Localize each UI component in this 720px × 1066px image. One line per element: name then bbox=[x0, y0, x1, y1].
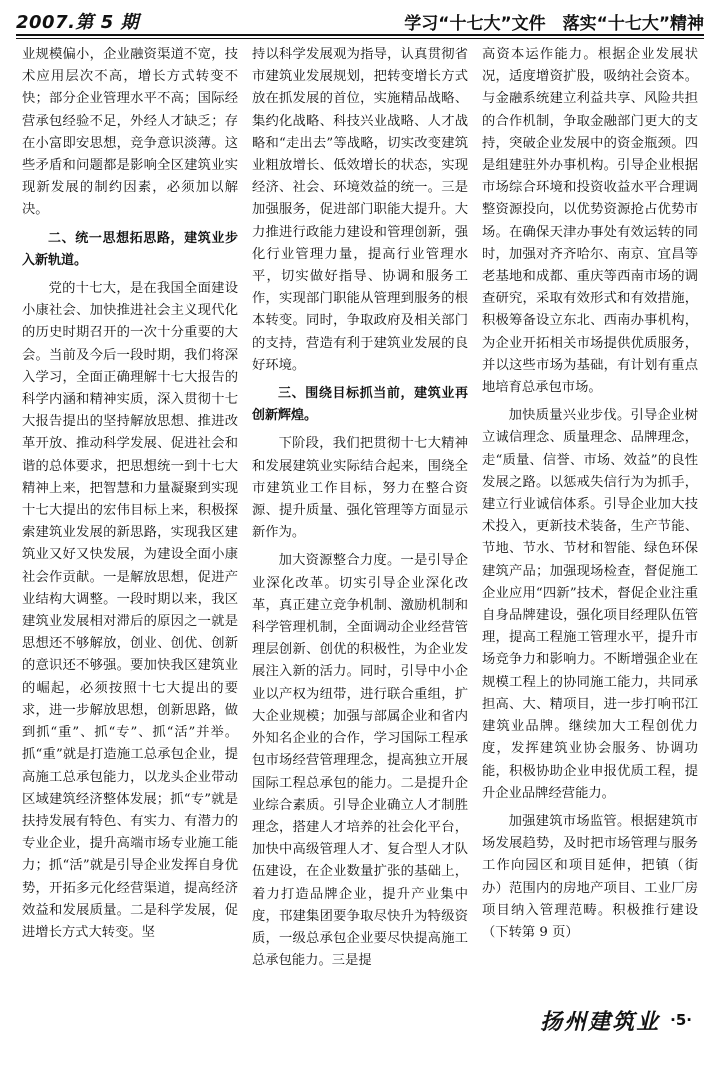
paragraph: 加大资源整合力度。一是引导企业深化改革。切实引导企业深化改革，真正建立竞争机制、激励机制和科学管理机制，全面调动企业经营管理层创新、创优的积极性，为企业发展注入新的活力。同时，引导中小企业以产权为纽带，进行联合重组，扩大企业规模；加强与部属企业和省内外知名企业的合作，学习国际工程承包市场经营管理理念，提高独立开展国际工程总承包的能力。二是提升企业综合素质。引导企业确立人才制胜理念，搭建人才培养的社会化平台，加快中高级管理人才、复合型人才队伍建设，在企业数量扩张的基础上，着力打造品牌企业，提升产业集中度，邗建集团要争取尽快升为特级资质，一级总承包企业要尽快提高施工总承包能力。三是提 bbox=[252, 553, 468, 969]
article-body bbox=[22, 44, 698, 990]
page-header bbox=[16, 4, 704, 34]
page-footer bbox=[540, 1000, 692, 1040]
column-2 bbox=[252, 44, 468, 990]
column-3 bbox=[482, 44, 698, 990]
header-title: 学习“十七大”文件 落实“十七大”精神 bbox=[404, 14, 704, 34]
column-1 bbox=[22, 44, 238, 990]
section-heading-2: 二、统一思想拓思路，建筑业步入新轨道。 bbox=[22, 230, 238, 268]
magazine-logo: 扬州建筑业 bbox=[540, 1008, 661, 1035]
header-rule bbox=[16, 34, 704, 36]
issue-number: 2007.第 5 期 bbox=[16, 12, 139, 33]
page-number: ·5· bbox=[670, 1011, 692, 1029]
paragraph: 持以科学发展观为指导，认真贯彻省市建筑业发展规划，把转变增长方式放在抓发展的首位，实施精品战略、集约化战略、科技兴业战略、人才战略和“走出去”等战略，切实改变建筑业粗放增长、低效增长的状态，实现经济、社会、环境效益的统一。三是加强服务，促进部门职能大提升。大力推进行政能力建设和管理创新，强化行业管理力量，提高行业管理水平，切实做好指导、协调和服务工作，实现部门职能从管理到服务的根本转变。同时，争取政府及相关部门的支持，营造有利于建筑业发展的良好环境。 bbox=[252, 47, 468, 373]
paragraph: 高资本运作能力。根据企业发展状况，适度增资扩股，吸纳社会资本。与金融系统建立利益共享、风险共担的合作机制，争取金融部门更大的支持，突破企业发展中的资金瓶颈。四是组建驻外办事机构。引导企业根据市场综合环境和投资收益水平合理调整资源投向，以优势资源抢占优势市场。在确保天津办事处有效运转的同时，加强对齐齐哈尔、南京、宜昌等老基地和成都、重庆等西南市场的调查研究，采取有效形式和有效措施，积极筹备设立东北、西南办事机构，为企业开拓相关市场提供优质服务，并以这些市场为基础，有计划有重点地培育总承包市场。 bbox=[482, 47, 698, 396]
paragraph: 业规模偏小，企业融资渠道不宽，技术应用层次不高，增长方式转变不快；部分企业管理水平不高；国际经营承包经验不足，外经人才缺乏；存在小富即安思想，竞争意识淡薄。这些矛盾和问题都是影响全区建筑业实现新发展的制约因素，必须加以解决。 bbox=[22, 47, 238, 218]
section-heading-3: 三、围绕目标抓当前，建筑业再创新辉煌。 bbox=[252, 386, 468, 424]
paragraph: 加快质量兴业步伐。引导企业树立诚信理念、质量理念、品牌理念，走“质量、信誉、市场、效益”的良性发展之路。以惩戒失信行为为抓手，建立行业诚信体系。引导企业加大技术投入，更新技术装备，生产节能、节地、节水、节材和智能、绿色环保建筑产品；加强现场检查，督促施工企业应用“四新”技术，督促企业注重自身品牌建设，强化项目经理队伍管理，提高工程施工管理水平，提升市场竞争力和影响力。不断增强企业在规模工程上的协同施工能力，共同承担高、大、精项目，进一步打响邗江建筑业品牌。继续加大工程创优力度，发挥建筑业协会服务、协调功能，积极协助企业申报优质工程，提升企业品牌经营能力。 bbox=[482, 408, 698, 801]
paragraph: 党的十七大，是在我国全面建设小康社会、加快推进社会主义现代化的历史时期召开的一次十分重要的大会。当前及今后一段时期，我们将深入学习，全面正确理解十七大报告的科学内涵和精神实质，深入贯彻十七大报告提出的坚持解放思想、推进改革开放、推动科学发展、促进社会和谐的总体要求，把思想统一到十七大精神上来，把智慧和力量凝聚到实现十七大提出的宏伟目标上来，积极探索建筑业发展的新思路，实现我区建筑业又好又快发展，为建设全面小康社会作贡献。一是解放思想，促进产业结构大调整。一段时期以来，我区建筑业发展相对滞后的原因之一就是思想还不够解放，创业、创优、创新的意识还不够强。要加快我区建筑业的崛起，必须按照十七大提出的要求，进一步解放思想，创新思路，做到抓“重”、抓“专”、抓“活”并举。抓“重”就是打造施工总承包企业，提高施工总承包能力，以龙头企业带动区域建筑经济整体发展；抓“专”就是扶持发展有特色、有实力、有潜力的专业企业，提升高端市场专业施工能力；抓“活”就是引导企业发挥自身优势，开拓多元化经营渠道，提高经济效益和发展质量。二是科学发展，促进增长方式大转变。坚 bbox=[22, 281, 238, 940]
paragraph: 下阶段，我们把贯彻十七大精神和发展建筑业实际结合起来，围绕全市建筑业工作目标，努力在整合资源、提升质量、强化管理等方面显示新作为。 bbox=[252, 436, 468, 541]
header-rule-thin bbox=[16, 38, 704, 39]
paragraph: 加强建筑市场监管。根据建筑市场发展趋势，及时把市场管理与服务工作向园区和项目延伸，把镇（街办）范围内的房地产项目、工业厂房项目纳入管理范畴。积极推行建设（下转第 9 页） bbox=[482, 813, 698, 940]
